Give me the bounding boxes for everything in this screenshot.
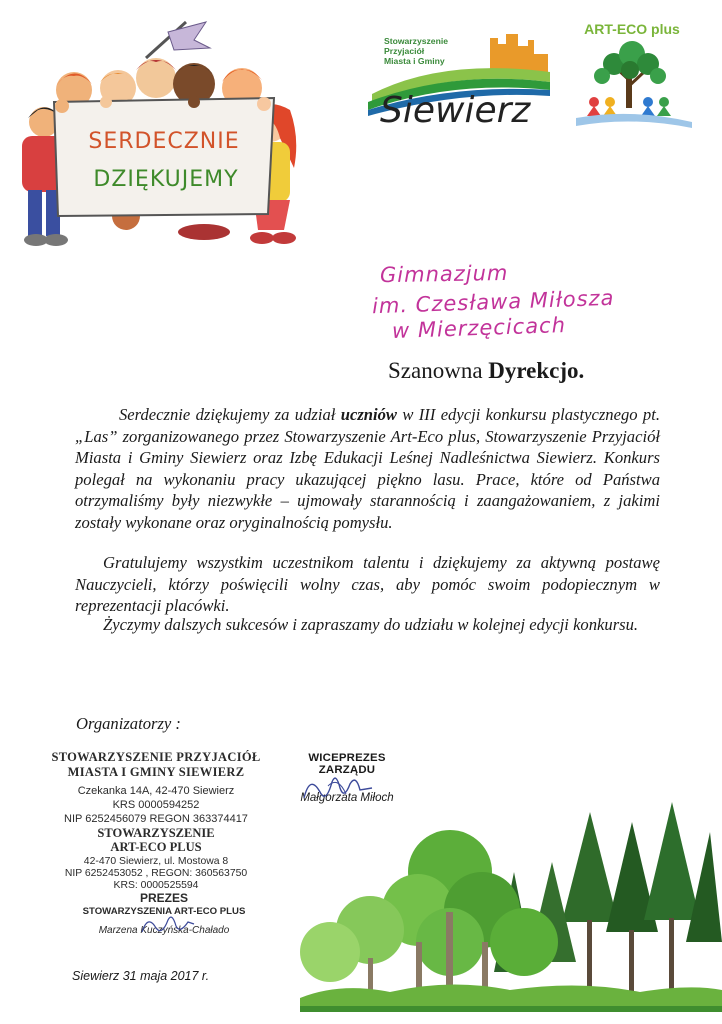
salutation bbox=[388, 358, 584, 384]
p1-text-a: Serdecznie dziękujemy za udział bbox=[119, 405, 341, 424]
logo-line2: Przyjaciół bbox=[384, 46, 425, 56]
stamp1-name-line1: STOWARZYSZENIE PRZYJACIÓŁ bbox=[51, 750, 261, 764]
stamp-art-eco-plus bbox=[40, 826, 272, 893]
stamp1-nip-regon: NIP 6252456079 REGON 363374417 bbox=[64, 813, 248, 825]
stamp2-address: 42-470 Siewierz, ul. Mostowa 8 bbox=[83, 856, 229, 867]
stamp2-name-line2: ART-ECO PLUS bbox=[110, 840, 202, 854]
vice-title: WICEPREZES ZARZĄDU bbox=[308, 752, 386, 776]
stamp3-person: Marzena Kuczyńska-Chałado bbox=[98, 925, 230, 936]
salutation-bold: Dyrekcjo. bbox=[488, 358, 585, 383]
stamp2-nip-regon: NIP 6252453052 , REGON: 360563750 bbox=[64, 868, 248, 880]
letter-paragraph-3 bbox=[75, 614, 660, 636]
logo-line3: Miasta i Gminy bbox=[384, 56, 445, 66]
p1-text-b: w III edycji konkursu plastycznego pt. „Las” zorganizowanego przez Stowarzyszenie Art-Eco plus, Stowarzyszenie Przyjaciół Miasta i Gminy Siewierz oraz Izbę Edukacji Leśnej Nadleśnictwa Siewierz. Konkurs polegał na wykonaniu pracy ukazującej piękno lasu. Prace, które od Państwa otrzymaliśmy były niezwykłe – ujmowały starannością i zaangażowaniem, z jakimi zostały wykonane oraz oryginalnością pomysłu. bbox=[75, 405, 660, 532]
stamp3-title: PREZES bbox=[139, 891, 188, 905]
letter-paragraph-1 bbox=[75, 404, 660, 534]
recipient-line3: w Mierzęcicach bbox=[391, 312, 567, 344]
banner-text-line2: DZIĘKUJEMY bbox=[93, 167, 239, 192]
stamp2-name-line1: STOWARZYSZENIE bbox=[97, 826, 215, 840]
p2-text: Gratulujemy wszystkim uczestnikom talentu i dziękujemy za aktywną postawę Nauczycieli, którzy poświęcili wolny czas, aby pomóc swoim podopiecznym w reprezentacji placówki. bbox=[75, 553, 660, 616]
p3-text: Życzymy dalszych sukcesów i zapraszamy do udziału w kolejnej edycji konkursu. bbox=[103, 615, 639, 634]
salutation-prefix: Szanowna bbox=[388, 358, 489, 383]
arteco-logo-name: ART-ECO plus bbox=[584, 21, 680, 37]
art-eco-plus-logo bbox=[572, 18, 697, 136]
stamp-siewierz-association bbox=[40, 750, 272, 826]
recipient-line2: im. Czesława Miłosza bbox=[371, 285, 615, 319]
organizers-label: Organizatorzy : bbox=[76, 714, 181, 733]
vice-person: Małgorzata Miłoch bbox=[300, 792, 394, 804]
forest-illustration bbox=[300, 802, 722, 1012]
signature-president bbox=[138, 910, 198, 938]
stamp1-krs: KRS 0000594252 bbox=[112, 799, 200, 811]
thank-you-kids-illustration bbox=[18, 18, 308, 250]
stamp1-address: Czekanka 14A, 42-470 Siewierz bbox=[77, 785, 235, 797]
letter-paragraph-2 bbox=[75, 552, 660, 617]
logo-siewierz-name: Siewierz bbox=[380, 90, 531, 130]
stamp3-org: STOWARZYSZENIA ART-ECO PLUS bbox=[82, 906, 246, 917]
stamp2-krs: KRS: 0000525594 bbox=[113, 880, 199, 892]
stamp1-name-line2: MIASTA I GMINY SIEWIERZ bbox=[67, 765, 245, 779]
siewierz-association-logo bbox=[362, 32, 552, 130]
letter-date: Siewierz 31 maja 2017 r. bbox=[72, 969, 210, 983]
logo-line1: Stowarzyszenie bbox=[384, 36, 448, 46]
banner-text-line1: SERDECZNIE bbox=[88, 129, 240, 154]
p1-bold: uczniów bbox=[340, 405, 397, 424]
recipient-line1: Gimnazjum bbox=[379, 260, 509, 288]
